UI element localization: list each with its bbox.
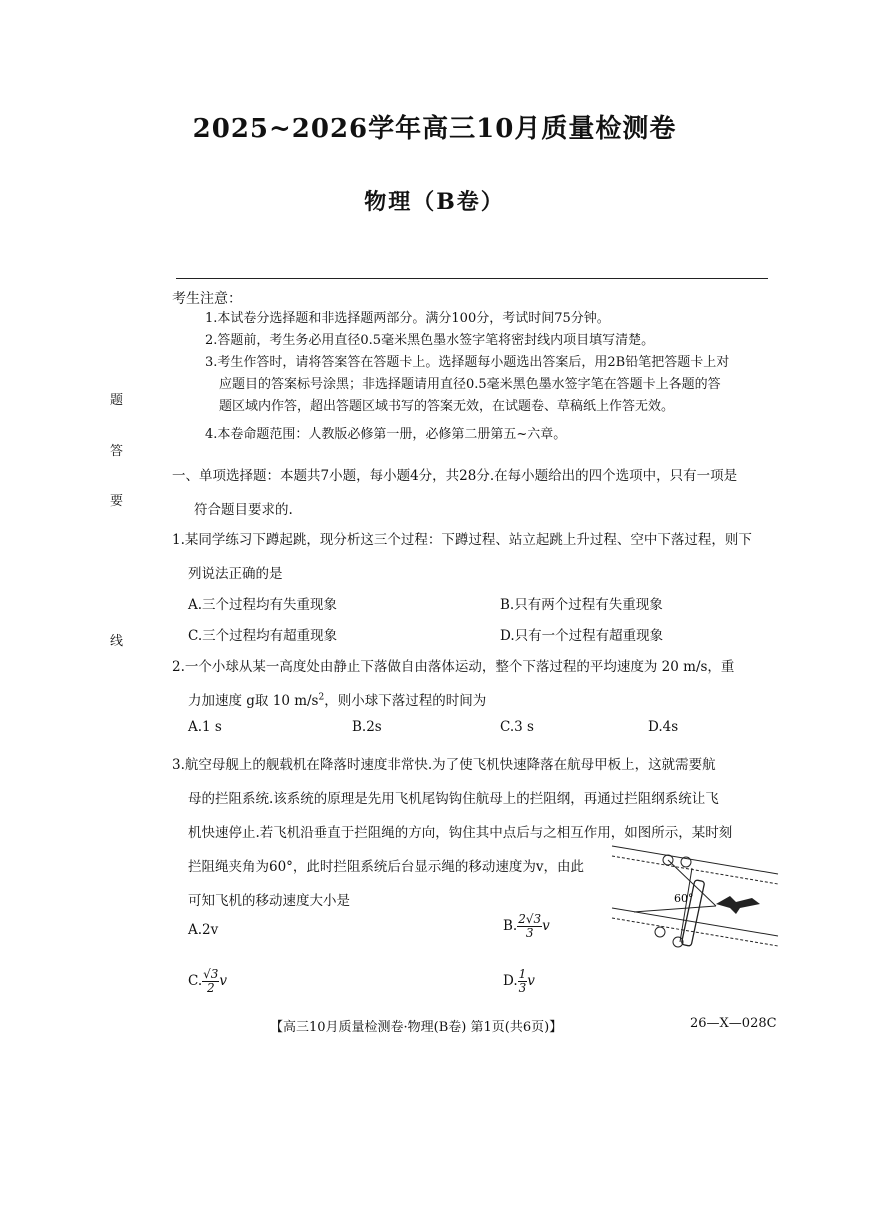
- header-divider: [176, 278, 768, 279]
- figure-angle-label: 60°: [674, 892, 694, 905]
- notice-item-2: 2.答题前，考生务必用直径0.5毫米黑色墨水签字笔将密封线内项目填写清楚。: [205, 333, 655, 348]
- side-mark-4: 线: [110, 634, 124, 649]
- section-line-2: 符合题目要求的.: [194, 502, 293, 518]
- page-footer: 【高三10月质量检测卷·物理(B卷) 第1页(共6页)】: [270, 1020, 563, 1035]
- question-1: [172, 528, 797, 582]
- exam-subtitle: 物理（B卷）: [364, 189, 505, 215]
- paper-code: 26—X—028C: [690, 1016, 777, 1031]
- q3-stem-line-4: 拦阻绳夹角为60°，此时拦阻系统后台显示绳的移动速度为v，由此: [188, 859, 585, 875]
- q1-option-b: B.只有两个过程有失重现象: [500, 597, 663, 613]
- notice-heading: 考生注意：: [172, 291, 242, 307]
- q3-stem-line-1: 3.航空母舰上的舰载机在降落时速度非常快.为了使飞机快速降落在航母甲板上，这就需要航: [172, 757, 716, 773]
- q1-option-d: D.只有一个过程有超重现象: [500, 628, 664, 644]
- side-mark-2: 答: [110, 444, 124, 459]
- section-line-1: 一、单项选择题：本题共7小题，每小题4分，共28分.在每小题给出的四个选项中，只有一项是: [172, 468, 738, 484]
- q2-option-c: C.3 s: [500, 719, 534, 735]
- q2-stem-line-2a: 力加速度 g取 10 m/s: [188, 693, 319, 709]
- notice-item-3-cont-2: 题区域内作答，超出答题区域书写的答案无效，在试题卷、草稿纸上作答无效。: [219, 399, 675, 414]
- q3-stem-line-5: 可知飞机的移动速度大小是: [188, 893, 350, 909]
- side-mark-3: 要: [110, 494, 124, 509]
- q2-superscript: 2: [318, 692, 325, 703]
- q1-option-a: A.三个过程均有失重现象: [188, 597, 338, 613]
- q2-stem-line-1: 2.一个小球从某一高度处由静止下落做自由落体运动，整个下落过程的平均速度为 20 m/s，重: [172, 659, 735, 675]
- exam-title: 2025~2026学年高三10月质量检测卷: [192, 114, 677, 144]
- q3-stem-line-2: 母的拦阻系统.该系统的原理是先用飞机尾钩钩住航母上的拦阻纲，再通过拦阻纲系统让飞: [188, 791, 719, 807]
- q2-option-b: B.2s: [352, 719, 382, 735]
- q3-option-b: B. $\frac{2√3}{3}$ v: [503, 912, 550, 940]
- q1-stem-line-2: 列说法正确的是: [188, 566, 283, 582]
- q1-option-c: C.三个过程均有超重现象: [188, 628, 338, 644]
- q2-option-a: A.1 s: [188, 719, 222, 735]
- q3-option-d: D. $\frac{1}{3}$ v: [503, 967, 535, 995]
- notice-item-4: 4.本卷命题范围：人教版必修第一册，必修第二册第五~六章。: [205, 427, 567, 442]
- side-mark-1: 题: [110, 393, 124, 408]
- question-2: [172, 655, 797, 709]
- notice-item-3-cont-1: 应题目的答案标号涂黑；非选择题请用直径0.5毫米黑色墨水签字笔在答题卡上各题的答: [219, 377, 721, 392]
- notice-item-1: 1.本试卷分选择题和非选择题两部分。满分100分，考试时间75分钟。: [205, 311, 610, 326]
- notice-list: [205, 308, 800, 446]
- arresting-wire-figure: [610, 838, 780, 960]
- q3-stem-line-3: 机快速停止.若飞机沿垂直于拦阻绳的方向，钩住其中点后与之相互作用，如图所示，某时刻: [188, 825, 733, 841]
- notice-item-3: 3.考生作答时，请将答案答在答题卡上。选择题每小题选出答案后，用2B铅笔把答题卡上对: [205, 355, 730, 370]
- q3-option-c: C. $\frac{√3}{2}$ v: [188, 967, 228, 995]
- q3-option-a: A.2v: [188, 922, 219, 938]
- q1-stem-line-1: 1.某同学练习下蹲起跳，现分析这三个过程：下蹲过程、站立起跳上升过程、空中下落过程，则下: [172, 532, 752, 548]
- section-heading: [172, 464, 797, 518]
- q2-stem-line-2: [172, 689, 797, 709]
- q2-stem-line-2b: ，则小球下落过程的时间为: [324, 693, 487, 709]
- q2-option-d: D.4s: [648, 719, 679, 735]
